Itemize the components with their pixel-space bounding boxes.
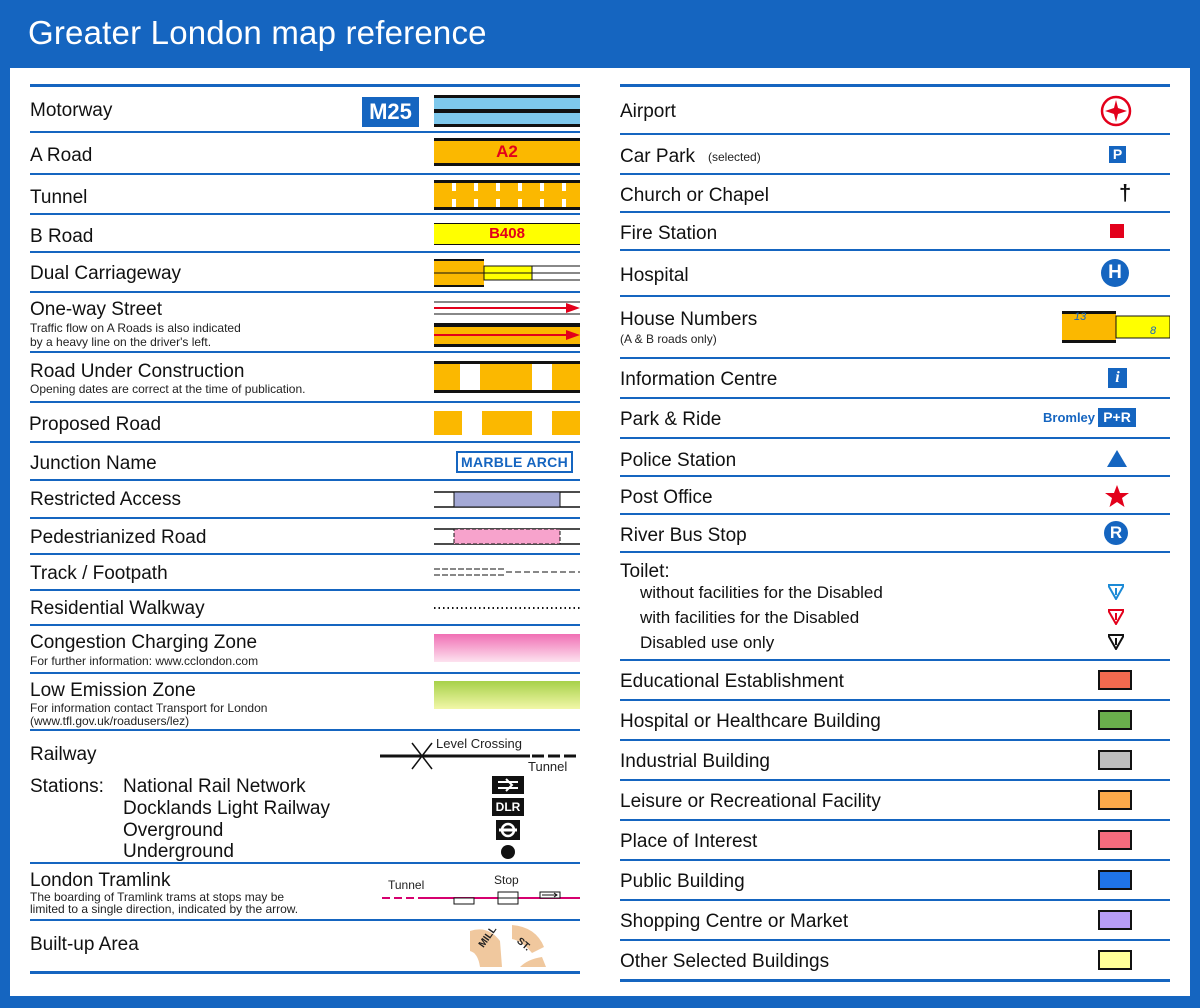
divider	[30, 971, 580, 974]
construction-symbol	[434, 361, 580, 393]
legend-row-one-way	[30, 293, 580, 353]
one-way-note-2: by a heavy line on the driver's left.	[30, 335, 212, 349]
legend-row-proposed	[30, 403, 580, 443]
house-number-b: 8	[1150, 325, 1157, 337]
one-way-symbol	[434, 299, 580, 349]
hospital-label: Hospital	[620, 265, 689, 286]
police-icon	[1107, 450, 1127, 467]
building-label: Other Selected Buildings	[620, 951, 830, 972]
legend-row-building-2	[620, 741, 1170, 781]
walkway-label: Residential Walkway	[30, 598, 205, 619]
junction-label: Junction Name	[30, 453, 157, 474]
divider	[620, 979, 1170, 982]
legend-row-a-road	[30, 133, 580, 175]
lez-note-2: (www.tfl.gov.uk/roadusers/lez)	[30, 714, 190, 728]
construction-note: Opening dates are correct at the time of publication.	[30, 382, 306, 396]
fire-station-icon	[1110, 224, 1124, 238]
congestion-note: For further information: www.cclondon.com	[30, 654, 259, 668]
legend-panel	[10, 68, 1190, 996]
car-park-icon: P	[1109, 146, 1126, 163]
post-office-icon	[1105, 485, 1129, 507]
car-park-label: Car Park	[620, 146, 695, 167]
legend-row-info	[620, 359, 1170, 399]
legend-row-builtup	[30, 921, 580, 971]
toilet-black-icon	[1108, 634, 1124, 650]
legend-row-building-4	[620, 821, 1170, 861]
walkway-symbol	[434, 605, 580, 611]
legend-row-airport	[620, 87, 1170, 135]
legend-row-construction	[30, 353, 580, 403]
house-number-a: 13	[1074, 311, 1087, 323]
pedestrianized-symbol	[434, 526, 580, 548]
underground-icon	[500, 844, 516, 860]
building-swatch	[1098, 950, 1132, 970]
legend-row-police	[620, 439, 1170, 477]
tramlink-symbol	[382, 884, 580, 912]
legend-row-junction	[30, 443, 580, 481]
restricted-symbol	[434, 489, 580, 511]
legend-row-walkway	[30, 591, 580, 626]
tunnel-label: Tunnel	[30, 187, 88, 208]
page-title: Greater London map reference	[28, 14, 487, 51]
building-label: Public Building	[620, 871, 745, 892]
legend-row-building-7	[620, 941, 1170, 979]
church-icon: †	[1119, 180, 1132, 205]
legend-row-pedestrianized	[30, 519, 580, 555]
toilet-disabled-only: Disabled use only	[640, 633, 775, 652]
building-swatch	[1098, 670, 1132, 690]
tramlink-note-2: limited to a single direction, indicated by the arrow.	[30, 902, 299, 916]
fire-station-label: Fire Station	[620, 223, 718, 244]
post-office-label: Post Office	[620, 487, 713, 508]
pedestrianized-label: Pedestrianized Road	[30, 527, 207, 548]
building-label: Place of Interest	[620, 831, 758, 852]
toilet-without-disabled: without facilities for the Disabled	[640, 583, 883, 602]
legend-row-motorway	[30, 87, 580, 133]
stations-label: Stations:	[30, 776, 104, 797]
station-overground: Overground	[123, 820, 224, 841]
legend-row-congestion	[30, 626, 580, 674]
right-legend-column	[620, 84, 1170, 982]
overground-icon	[496, 820, 520, 840]
legend-row-church	[620, 175, 1170, 213]
tramlink-label: London Tramlink	[30, 870, 171, 891]
a-road-label: A Road	[30, 145, 93, 166]
builtup-area-symbol	[466, 923, 550, 969]
legend-row-car-park	[620, 135, 1170, 175]
motorway-label: Motorway	[30, 100, 113, 121]
legend-row-house-numbers	[620, 297, 1170, 359]
legend-row-restricted	[30, 481, 580, 519]
building-swatch	[1098, 910, 1132, 930]
legend-row-building-3	[620, 781, 1170, 821]
legend-row-railway	[30, 731, 580, 864]
legend-row-river-bus	[620, 515, 1170, 553]
junction-badge: MARBLE ARCH	[456, 451, 573, 473]
legend-row-tunnel	[30, 175, 580, 215]
legend-row-track	[30, 555, 580, 591]
b-road-number: B408	[489, 225, 525, 242]
police-label: Police Station	[620, 450, 737, 471]
building-swatch	[1098, 870, 1132, 890]
track-footpath-symbol	[434, 565, 580, 581]
one-way-label: One-way Street	[30, 299, 162, 320]
congestion-zone-swatch	[434, 634, 580, 662]
station-dlr: Docklands Light Railway	[123, 798, 330, 819]
tram-stop-label: Stop	[494, 873, 519, 887]
street-name-mill: MILL	[476, 924, 500, 950]
park-ride-label: Park & Ride	[620, 409, 722, 430]
lez-note-1: For information contact Transport for London	[30, 701, 268, 715]
house-numbers-label: House Numbers	[620, 309, 758, 330]
toilet-blue-icon	[1108, 584, 1124, 600]
info-label: Information Centre	[620, 369, 778, 390]
church-label: Church or Chapel	[620, 185, 769, 206]
station-national-rail: National Rail Network	[123, 776, 306, 797]
left-legend-column	[30, 84, 580, 974]
legend-row-hospital	[620, 251, 1170, 297]
building-label: Educational Establishment	[620, 671, 844, 692]
motorway-badge: M25	[362, 97, 419, 127]
legend-row-building-0	[620, 661, 1170, 701]
track-label: Track / Footpath	[30, 563, 168, 584]
rail-tunnel-label: Tunnel	[528, 759, 568, 774]
congestion-label: Congestion Charging Zone	[30, 632, 258, 653]
building-swatch	[1098, 710, 1132, 730]
building-swatch	[1098, 830, 1132, 850]
toilet-red-icon	[1108, 609, 1124, 625]
restricted-label: Restricted Access	[30, 489, 181, 510]
legend-row-building-1	[620, 701, 1170, 741]
house-numbers-note: (A & B roads only)	[620, 332, 717, 346]
tramlink-note-1: The boarding of Tramlink trams at stops may be	[30, 890, 285, 904]
park-ride-place: Bromley	[1043, 410, 1096, 425]
hospital-icon: H	[1101, 259, 1129, 287]
legend-row-lez	[30, 674, 580, 731]
building-swatch	[1098, 790, 1132, 810]
builtup-label: Built-up Area	[30, 934, 139, 955]
legend-row-dual-carriageway	[30, 253, 580, 293]
building-label: Industrial Building	[620, 751, 770, 772]
legend-row-building-5	[620, 861, 1170, 901]
dlr-icon: DLR	[492, 798, 524, 816]
lez-swatch	[434, 681, 580, 709]
b-road-label: B Road	[30, 226, 94, 247]
street-name-st: ST.	[514, 935, 533, 954]
river-bus-label: River Bus Stop	[620, 525, 747, 546]
info-icon: i	[1108, 368, 1127, 388]
lez-label: Low Emission Zone	[30, 680, 196, 701]
legend-row-post-office	[620, 477, 1170, 515]
railway-label: Railway	[30, 744, 97, 765]
a-road-number: A2	[496, 142, 518, 161]
airport-label: Airport	[620, 101, 676, 122]
construction-label: Road Under Construction	[30, 361, 245, 382]
park-ride-badge: P+R	[1098, 408, 1136, 427]
building-swatch	[1098, 750, 1132, 770]
legend-row-toilet	[620, 553, 1170, 661]
proposed-label: Proposed Road	[29, 414, 162, 435]
one-way-note-1: Traffic flow on A Roads is also indicated	[30, 321, 241, 335]
toilet-label: Toilet:	[620, 561, 670, 582]
national-rail-icon	[492, 776, 524, 794]
dual-carriageway-symbol	[434, 258, 580, 288]
building-label: Shopping Centre or Market	[620, 911, 849, 932]
motorway-line-symbol	[434, 93, 580, 129]
legend-row-fire-station	[620, 213, 1170, 251]
river-bus-icon: R	[1104, 521, 1128, 545]
dual-carriageway-label: Dual Carriageway	[30, 263, 182, 284]
b-road-symbol	[434, 223, 580, 245]
tunnel-symbol	[434, 180, 580, 210]
proposed-symbol	[434, 411, 580, 437]
legend-row-park-ride	[620, 399, 1170, 439]
a-road-symbol	[434, 138, 580, 166]
level-crossing-label: Level Crossing	[436, 736, 522, 751]
legend-row-b-road	[30, 215, 580, 253]
station-underground: Underground	[123, 841, 234, 862]
tram-tunnel-label: Tunnel	[388, 878, 425, 892]
toilet-with-disabled: with facilities for the Disabled	[640, 608, 860, 627]
legend-row-tramlink	[30, 864, 580, 921]
building-label: Hospital or Healthcare Building	[620, 711, 881, 732]
building-label: Leisure or Recreational Facility	[620, 791, 881, 812]
airport-icon	[1100, 95, 1132, 127]
legend-row-building-6	[620, 901, 1170, 941]
car-park-note: (selected)	[708, 150, 761, 164]
